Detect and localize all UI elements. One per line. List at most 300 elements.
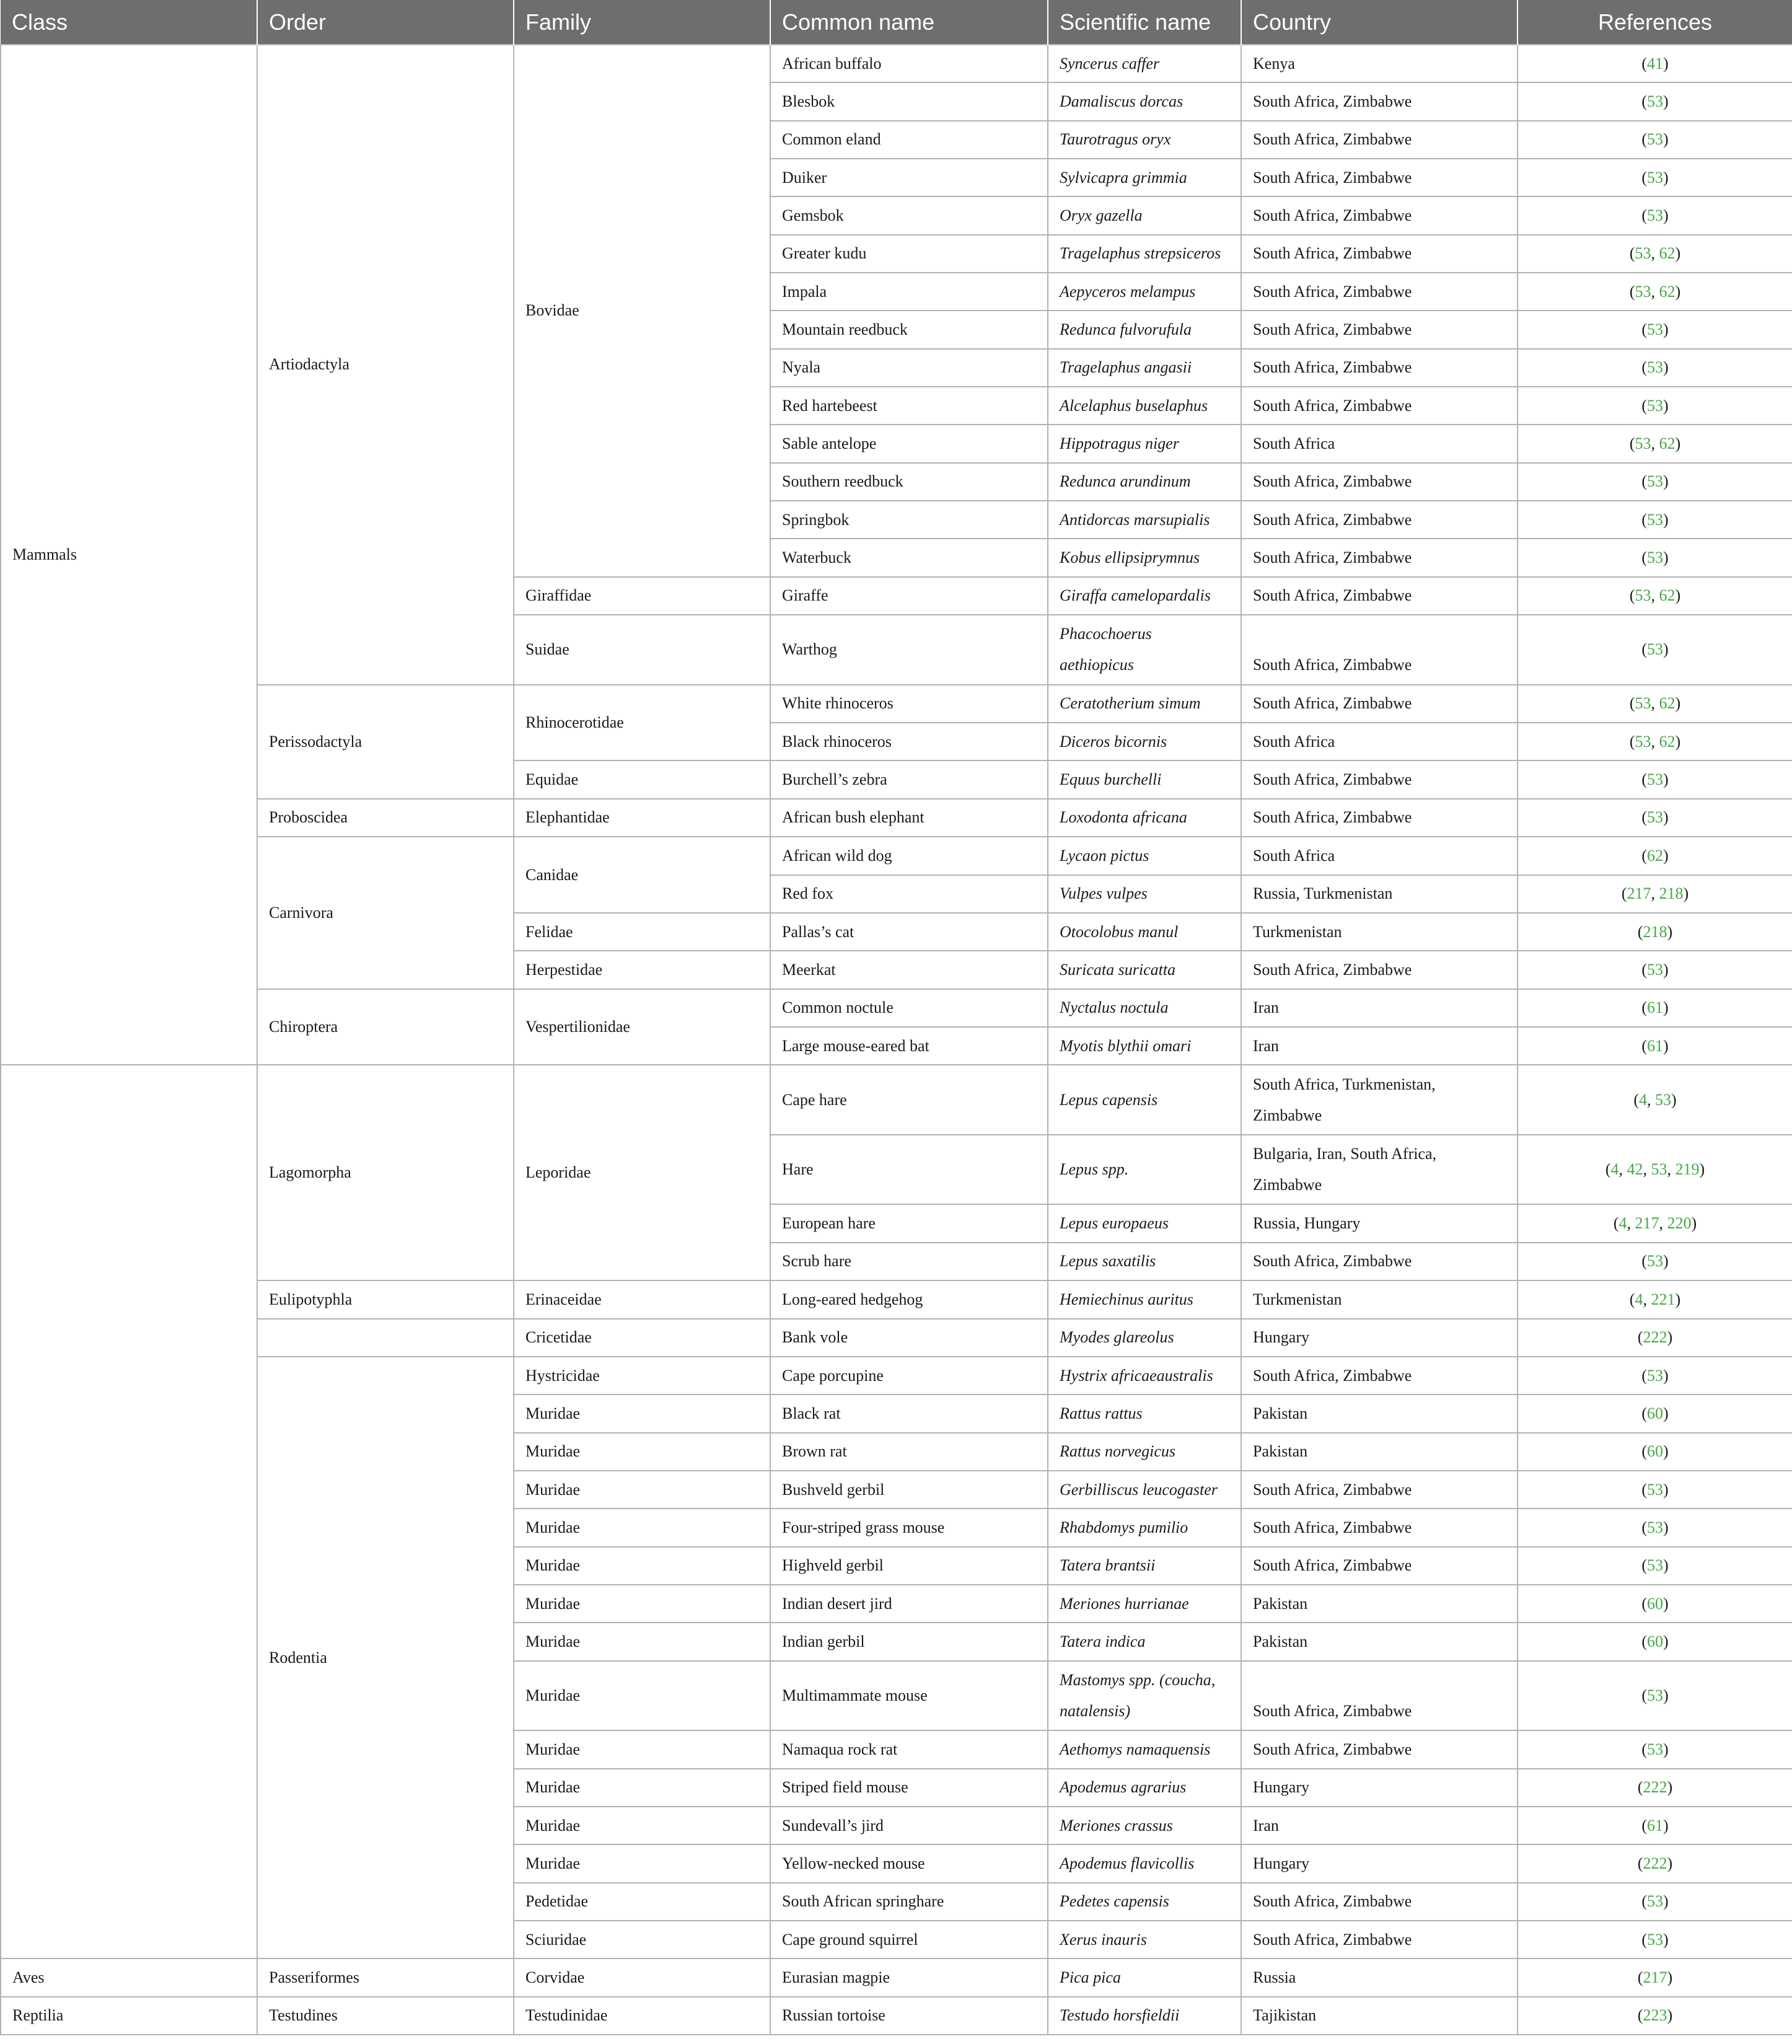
class-cell: Aves (1, 1958, 257, 1996)
common-name-cell: African wild dog (770, 837, 1048, 874)
references-cell: (53) (1517, 159, 1792, 196)
references-cell: (60) (1517, 1623, 1792, 1660)
scientific-name-cell: Vulpes vulpes (1048, 875, 1241, 913)
common-name-cell: Burchell’s zebra (770, 760, 1048, 798)
order-cell: Rodentia (257, 1357, 514, 1958)
order-cell: Passeriformes (257, 1958, 514, 1996)
reference-link[interactable]: 218 (1659, 884, 1684, 903)
country-cell: Russia, Turkmenistan (1241, 875, 1517, 913)
reference-link[interactable]: 223 (1643, 2006, 1667, 2025)
country-cell: Hungary (1241, 1319, 1517, 1357)
reference-link[interactable]: 53 (1635, 732, 1651, 751)
family-cell: Pedetidae (514, 1883, 770, 1921)
scientific-name-cell: Myodes glareolus (1048, 1319, 1241, 1357)
family-cell: Rhinocerotidae (514, 685, 770, 761)
table-row (1, 1357, 1792, 1394)
family-cell: Bovidae (514, 45, 770, 577)
country-cell: Pakistan (1241, 1394, 1517, 1432)
reference-link[interactable]: 53 (1647, 358, 1663, 377)
reference-link[interactable]: 60 (1647, 1404, 1663, 1422)
country-cell: Bulgaria, Iran, South Africa, Zimbabwe (1241, 1135, 1517, 1205)
country-cell: South Africa, Zimbabwe (1241, 501, 1517, 539)
family-cell: Muridae (514, 1844, 770, 1882)
country-cell: Pakistan (1241, 1585, 1517, 1623)
reference-link[interactable]: 53 (1647, 92, 1663, 111)
family-cell: Suidae (514, 615, 770, 685)
common-name-cell: Nyala (770, 349, 1048, 387)
reference-link[interactable]: 53 (1647, 1892, 1663, 1911)
family-cell: Muridae (514, 1623, 770, 1660)
references-cell: (4, 221) (1517, 1280, 1792, 1318)
table-row (1, 1997, 1792, 2035)
scientific-name-cell: Lycaon pictus (1048, 837, 1241, 874)
reference-link[interactable]: 4 (1610, 1160, 1619, 1179)
scientific-name-cell: Suricata suricatta (1048, 951, 1241, 989)
scientific-name-cell: Redunca fulvorufula (1048, 311, 1241, 348)
common-name-cell: Giraffe (770, 577, 1048, 615)
reference-link[interactable]: 53 (1647, 1930, 1663, 1949)
references-cell: (217) (1517, 1958, 1792, 1996)
table-row (1, 1958, 1792, 1996)
scientific-name-cell: Redunca arundinum (1048, 463, 1241, 501)
scientific-name-cell: Syncerus caffer (1048, 45, 1241, 82)
references-cell: (53) (1517, 951, 1792, 989)
country-cell: South Africa (1241, 723, 1517, 760)
reference-link[interactable]: 61 (1647, 1036, 1663, 1055)
common-name-cell: Namaqua rock rat (770, 1730, 1048, 1768)
country-cell: Pakistan (1241, 1623, 1517, 1660)
family-cell: Corvidae (514, 1958, 770, 1996)
references-cell: (61) (1517, 1807, 1792, 1844)
order-cell: Carnivora (257, 837, 514, 989)
reference-link[interactable]: 53 (1647, 1366, 1663, 1385)
family-cell: Muridae (514, 1585, 770, 1623)
table-row (1, 837, 1792, 874)
references-cell: (53) (1517, 349, 1792, 387)
references-cell: (61) (1517, 1027, 1792, 1065)
scientific-name-cell: Testudo horsfieldii (1048, 1997, 1241, 2035)
common-name-cell: Sundevall’s jird (770, 1807, 1048, 1844)
common-name-cell: Yellow-necked mouse (770, 1844, 1048, 1882)
common-name-cell: Black rat (770, 1394, 1048, 1432)
reference-link[interactable]: 4 (1619, 1214, 1627, 1233)
common-name-cell: Gemsbok (770, 196, 1048, 234)
reference-link[interactable]: 53 (1647, 510, 1663, 529)
reference-link[interactable]: 53 (1655, 1090, 1671, 1109)
common-name-cell: Common noctule (770, 989, 1048, 1027)
country-cell: Iran (1241, 1027, 1517, 1065)
family-cell: Muridae (514, 1509, 770, 1546)
reference-link[interactable]: 62 (1659, 434, 1676, 453)
reference-link[interactable]: 217 (1627, 884, 1651, 903)
references-cell: (53, 62) (1517, 577, 1792, 615)
scientific-name-cell: Oryx gazella (1048, 196, 1241, 234)
family-cell: Felidae (514, 913, 770, 951)
order-cell: Lagomorpha (257, 1065, 514, 1280)
scientific-name-cell: Lepus capensis (1048, 1065, 1241, 1135)
reference-link[interactable]: 222 (1643, 1854, 1667, 1872)
references-cell: (53, 62) (1517, 425, 1792, 462)
family-cell: Muridae (514, 1661, 770, 1731)
reference-link[interactable]: 53 (1647, 960, 1663, 979)
family-cell: Muridae (514, 1433, 770, 1471)
scientific-name-cell: Rattus norvegicus (1048, 1433, 1241, 1471)
family-cell: Erinaceidae (514, 1280, 770, 1318)
references-cell: (53) (1517, 121, 1792, 159)
references-cell: (53) (1517, 539, 1792, 576)
reference-link[interactable]: 53 (1647, 130, 1663, 149)
reference-link[interactable]: 53 (1647, 1480, 1663, 1499)
column-header-family: Family (514, 0, 770, 45)
references-cell: (53) (1517, 1921, 1792, 1958)
reference-link[interactable]: 53 (1635, 434, 1651, 453)
reference-link[interactable]: 62 (1659, 244, 1676, 263)
family-cell: Vespertilionidae (514, 989, 770, 1065)
family-cell: Cricetidae (514, 1319, 770, 1357)
reference-link[interactable]: 4 (1635, 1290, 1643, 1308)
reference-link[interactable]: 53 (1647, 472, 1663, 491)
reference-link[interactable]: 219 (1675, 1160, 1700, 1179)
reference-link[interactable]: 53 (1635, 282, 1651, 301)
references-cell: (53, 62) (1517, 273, 1792, 311)
common-name-cell: South African springhare (770, 1883, 1048, 1921)
country-cell: South Africa, Zimbabwe (1241, 311, 1517, 348)
scientific-name-cell: Alcelaphus buselaphus (1048, 387, 1241, 425)
family-cell: Muridae (514, 1769, 770, 1807)
scientific-name-cell: Apodemus flavicollis (1048, 1844, 1241, 1882)
common-name-cell: Indian desert jird (770, 1585, 1048, 1623)
references-cell: (60) (1517, 1433, 1792, 1471)
order-cell (257, 1319, 514, 1357)
references-cell: (4, 217, 220) (1517, 1204, 1792, 1242)
column-header-common-name: Common name (770, 0, 1048, 45)
references-cell: (53) (1517, 196, 1792, 234)
reference-link[interactable]: 53 (1651, 1160, 1667, 1179)
common-name-cell: Red hartebeest (770, 387, 1048, 425)
references-cell: (53) (1517, 1883, 1792, 1921)
reference-link[interactable]: 42 (1627, 1160, 1643, 1179)
common-name-cell: Blesbok (770, 82, 1048, 120)
reference-link[interactable]: 62 (1659, 282, 1676, 301)
country-cell: Iran (1241, 1807, 1517, 1844)
family-cell: Muridae (514, 1471, 770, 1509)
references-cell: (60) (1517, 1585, 1792, 1623)
family-cell: Giraffidae (514, 577, 770, 615)
family-cell: Muridae (514, 1807, 770, 1844)
common-name-cell: Scrub hare (770, 1243, 1048, 1280)
scientific-name-cell: Rattus rattus (1048, 1394, 1241, 1432)
scientific-name-cell: Lepus europaeus (1048, 1204, 1241, 1242)
scientific-name-cell: Sylvicapra grimmia (1048, 159, 1241, 196)
references-cell: (4, 53) (1517, 1065, 1792, 1135)
reference-link[interactable]: 53 (1647, 168, 1663, 187)
reference-link[interactable]: 53 (1647, 320, 1663, 339)
scientific-name-cell: Lepus spp. (1048, 1135, 1241, 1205)
common-name-cell: Brown rat (770, 1433, 1048, 1471)
common-name-cell: Impala (770, 273, 1048, 311)
common-name-cell: Springbok (770, 501, 1048, 539)
common-name-cell: Meerkat (770, 951, 1048, 989)
references-cell: (53) (1517, 387, 1792, 425)
scientific-name-cell: Pica pica (1048, 1958, 1241, 1996)
scientific-name-cell: Rhabdomys pumilio (1048, 1509, 1241, 1546)
table-row (1, 1065, 1792, 1135)
reference-link[interactable]: 53 (1647, 396, 1663, 415)
references-cell: (53) (1517, 1661, 1792, 1731)
reference-link[interactable]: 222 (1643, 1778, 1667, 1797)
country-cell: South Africa, Zimbabwe (1241, 1509, 1517, 1546)
references-cell: (53) (1517, 1471, 1792, 1509)
common-name-cell: European hare (770, 1204, 1048, 1242)
scientific-name-cell: Kobus ellipsiprymnus (1048, 539, 1241, 576)
country-cell: South Africa, Zimbabwe (1241, 760, 1517, 798)
common-name-cell: Waterbuck (770, 539, 1048, 576)
scientific-name-cell: Tragelaphus strepsiceros (1048, 235, 1241, 273)
country-cell: Turkmenistan (1241, 1280, 1517, 1318)
country-cell: Iran (1241, 989, 1517, 1027)
scientific-name-cell: Hemiechinus auritus (1048, 1280, 1241, 1318)
country-cell: South Africa, Zimbabwe (1241, 1357, 1517, 1394)
references-cell: (62) (1517, 837, 1792, 874)
order-cell: Proboscidea (257, 799, 514, 837)
reference-link[interactable]: 217 (1643, 1968, 1667, 1986)
country-cell: South Africa, Turkmenistan, Zimbabwe (1241, 1065, 1517, 1135)
column-header-country: Country (1241, 0, 1517, 45)
country-cell: South Africa, Zimbabwe (1241, 349, 1517, 387)
family-cell: Leporidae (514, 1065, 770, 1280)
country-cell: Hungary (1241, 1769, 1517, 1807)
references-cell: (53) (1517, 501, 1792, 539)
references-cell: (217, 218) (1517, 875, 1792, 913)
country-cell: South Africa, Zimbabwe (1241, 615, 1517, 685)
family-cell: Testudinidae (514, 1997, 770, 2035)
reference-link[interactable]: 62 (1659, 694, 1676, 713)
country-cell: South Africa, Zimbabwe (1241, 1243, 1517, 1280)
reference-link[interactable]: 53 (1647, 808, 1663, 827)
reference-link[interactable]: 53 (1635, 586, 1651, 605)
family-cell: Muridae (514, 1394, 770, 1432)
common-name-cell: White rhinoceros (770, 685, 1048, 723)
country-cell: South Africa, Zimbabwe (1241, 1661, 1517, 1731)
country-cell: South Africa (1241, 425, 1517, 462)
country-cell: South Africa, Zimbabwe (1241, 685, 1517, 723)
country-cell: South Africa, Zimbabwe (1241, 799, 1517, 837)
reference-link[interactable]: 222 (1643, 1328, 1667, 1347)
common-name-cell: Duiker (770, 159, 1048, 196)
references-cell: (53) (1517, 760, 1792, 798)
references-cell: (4, 42, 53, 219) (1517, 1135, 1792, 1205)
scientific-name-cell: Taurotragus oryx (1048, 121, 1241, 159)
common-name-cell: Cape ground squirrel (770, 1921, 1048, 1958)
scientific-name-cell: Xerus inauris (1048, 1921, 1241, 1958)
references-cell: (53, 62) (1517, 685, 1792, 723)
common-name-cell: Warthog (770, 615, 1048, 685)
common-name-cell: Large mouse-eared bat (770, 1027, 1048, 1065)
common-name-cell: Southern reedbuck (770, 463, 1048, 501)
table-row (1, 1319, 1792, 1357)
reference-link[interactable]: 53 (1647, 1556, 1663, 1575)
reference-link[interactable]: 60 (1647, 1442, 1663, 1461)
country-cell: Tajikistan (1241, 1997, 1517, 2035)
references-cell: (53) (1517, 463, 1792, 501)
table-row (1, 1280, 1792, 1318)
family-cell: Hystricidae (514, 1357, 770, 1394)
reference-link[interactable]: 62 (1659, 586, 1676, 605)
family-cell: Canidae (514, 837, 770, 913)
references-cell: (53) (1517, 311, 1792, 348)
country-cell: South Africa, Zimbabwe (1241, 1921, 1517, 1958)
reference-link[interactable]: 60 (1647, 1594, 1663, 1613)
table-row (1, 45, 1792, 82)
country-cell: Kenya (1241, 45, 1517, 82)
common-name-cell: Cape porcupine (770, 1357, 1048, 1394)
common-name-cell: Bank vole (770, 1319, 1048, 1357)
country-cell: South Africa, Zimbabwe (1241, 1883, 1517, 1921)
references-cell: (53) (1517, 1730, 1792, 1768)
references-cell: (60) (1517, 1394, 1792, 1432)
reference-link[interactable]: 220 (1667, 1214, 1692, 1233)
common-name-cell: Russian tortoise (770, 1997, 1048, 2035)
column-header-scientific-name: Scientific name (1048, 0, 1241, 45)
country-cell: South Africa, Zimbabwe (1241, 159, 1517, 196)
reference-link[interactable]: 53 (1647, 1740, 1663, 1758)
scientific-name-cell: Antidorcas marsupialis (1048, 501, 1241, 539)
scientific-name-cell: Nyctalus noctula (1048, 989, 1241, 1027)
common-name-cell: Cape hare (770, 1065, 1048, 1135)
scientific-name-cell: Otocolobus manul (1048, 913, 1241, 951)
scientific-name-cell: Hystrix africaeaustralis (1048, 1357, 1241, 1394)
scientific-name-cell: Giraffa camelopardalis (1048, 577, 1241, 615)
reference-link[interactable]: 53 (1647, 1686, 1663, 1704)
reference-link[interactable]: 61 (1647, 1816, 1663, 1835)
scientific-name-cell: Tatera indica (1048, 1623, 1241, 1660)
country-cell: South Africa (1241, 837, 1517, 874)
country-cell: Turkmenistan (1241, 913, 1517, 951)
column-header-class: Class (1, 0, 257, 45)
references-cell: (53) (1517, 615, 1792, 685)
references-cell: (41) (1517, 45, 1792, 82)
reference-link[interactable]: 53 (1647, 206, 1663, 225)
table-row (1, 685, 1792, 723)
reference-link[interactable]: 218 (1643, 922, 1667, 941)
scientific-name-cell: Tragelaphus angasii (1048, 349, 1241, 387)
common-name-cell: Black rhinoceros (770, 723, 1048, 760)
country-cell: South Africa, Zimbabwe (1241, 577, 1517, 615)
scientific-name-cell: Hippotragus niger (1048, 425, 1241, 462)
scientific-name-cell: Aethomys namaquensis (1048, 1730, 1241, 1768)
references-cell: (53) (1517, 1243, 1792, 1280)
scientific-name-cell: Lepus saxatilis (1048, 1243, 1241, 1280)
reference-link[interactable]: 53 (1647, 548, 1663, 567)
common-name-cell: Striped field mouse (770, 1769, 1048, 1807)
references-cell: (53) (1517, 1357, 1792, 1394)
references-cell: (53, 62) (1517, 723, 1792, 760)
reference-link[interactable]: 53 (1647, 1252, 1663, 1271)
family-cell: Muridae (514, 1730, 770, 1768)
scientific-name-cell: Pedetes capensis (1048, 1883, 1241, 1921)
common-name-cell: Eurasian magpie (770, 1958, 1048, 1996)
family-cell: Muridae (514, 1547, 770, 1585)
common-name-cell: Sable antelope (770, 425, 1048, 462)
references-cell: (53) (1517, 799, 1792, 837)
references-cell: (218) (1517, 913, 1792, 951)
country-cell: South Africa, Zimbabwe (1241, 273, 1517, 311)
country-cell: Pakistan (1241, 1433, 1517, 1471)
reference-link[interactable]: 221 (1651, 1290, 1676, 1308)
reference-link[interactable]: 217 (1635, 1214, 1659, 1233)
common-name-cell: Hare (770, 1135, 1048, 1205)
family-cell: Equidae (514, 760, 770, 798)
references-cell: (53, 62) (1517, 235, 1792, 273)
common-name-cell: African bush elephant (770, 799, 1048, 837)
common-name-cell: Red fox (770, 875, 1048, 913)
reference-link[interactable]: 4 (1639, 1090, 1647, 1109)
references-cell: (222) (1517, 1319, 1792, 1357)
common-name-cell: Pallas’s cat (770, 913, 1048, 951)
common-name-cell: Four-striped grass mouse (770, 1509, 1048, 1546)
scientific-name-cell: Tatera brantsii (1048, 1547, 1241, 1585)
reference-link[interactable]: 62 (1659, 732, 1676, 751)
country-cell: South Africa, Zimbabwe (1241, 387, 1517, 425)
reference-link[interactable]: 53 (1635, 694, 1651, 713)
scientific-name-cell: Aepyceros melampus (1048, 273, 1241, 311)
references-cell: (53) (1517, 82, 1792, 120)
column-header-order: Order (257, 0, 514, 45)
scientific-name-cell: Apodemus agrarius (1048, 1769, 1241, 1807)
country-cell: South Africa, Zimbabwe (1241, 1471, 1517, 1509)
references-cell: (53) (1517, 1547, 1792, 1585)
reference-link[interactable]: 53 (1647, 770, 1663, 789)
family-cell: Sciuridae (514, 1921, 770, 1958)
country-cell: South Africa, Zimbabwe (1241, 951, 1517, 989)
reference-link[interactable]: 60 (1647, 1632, 1663, 1650)
class-cell: Reptilia (1, 1997, 257, 2035)
reference-link[interactable]: 41 (1647, 54, 1663, 73)
country-cell: Russia, Hungary (1241, 1204, 1517, 1242)
common-name-cell: Highveld gerbil (770, 1547, 1048, 1585)
common-name-cell: Mountain reedbuck (770, 311, 1048, 348)
reference-link[interactable]: 53 (1635, 244, 1651, 263)
scientific-name-cell: Phacochoerus aethiopicus (1048, 615, 1241, 685)
order-cell: Chiroptera (257, 989, 514, 1065)
country-cell: South Africa, Zimbabwe (1241, 121, 1517, 159)
scientific-name-cell: Equus burchelli (1048, 760, 1241, 798)
scientific-name-cell: Damaliscus dorcas (1048, 82, 1241, 120)
common-name-cell: Long-eared hedgehog (770, 1280, 1048, 1318)
references-cell: (222) (1517, 1844, 1792, 1882)
table-row (1, 799, 1792, 837)
scientific-name-cell: Meriones hurrianae (1048, 1585, 1241, 1623)
common-name-cell: Indian gerbil (770, 1623, 1048, 1660)
reference-link[interactable]: 62 (1647, 846, 1663, 865)
common-name-cell: Multimammate mouse (770, 1661, 1048, 1731)
common-name-cell: Bushveld gerbil (770, 1471, 1048, 1509)
country-cell: South Africa, Zimbabwe (1241, 1547, 1517, 1585)
reference-link[interactable]: 53 (1647, 1518, 1663, 1536)
header-row (1, 0, 1792, 45)
reference-link[interactable]: 53 (1647, 640, 1663, 659)
country-cell: South Africa, Zimbabwe (1241, 196, 1517, 234)
reference-link[interactable]: 61 (1647, 998, 1663, 1017)
country-cell: South Africa, Zimbabwe (1241, 1730, 1517, 1768)
scientific-name-cell: Diceros bicornis (1048, 723, 1241, 760)
country-cell: Russia (1241, 1958, 1517, 1996)
country-cell: South Africa, Zimbabwe (1241, 82, 1517, 120)
table-row (1, 989, 1792, 1027)
scientific-name-cell: Loxodonta africana (1048, 799, 1241, 837)
references-cell: (61) (1517, 989, 1792, 1027)
class-cell (1, 1065, 257, 1958)
